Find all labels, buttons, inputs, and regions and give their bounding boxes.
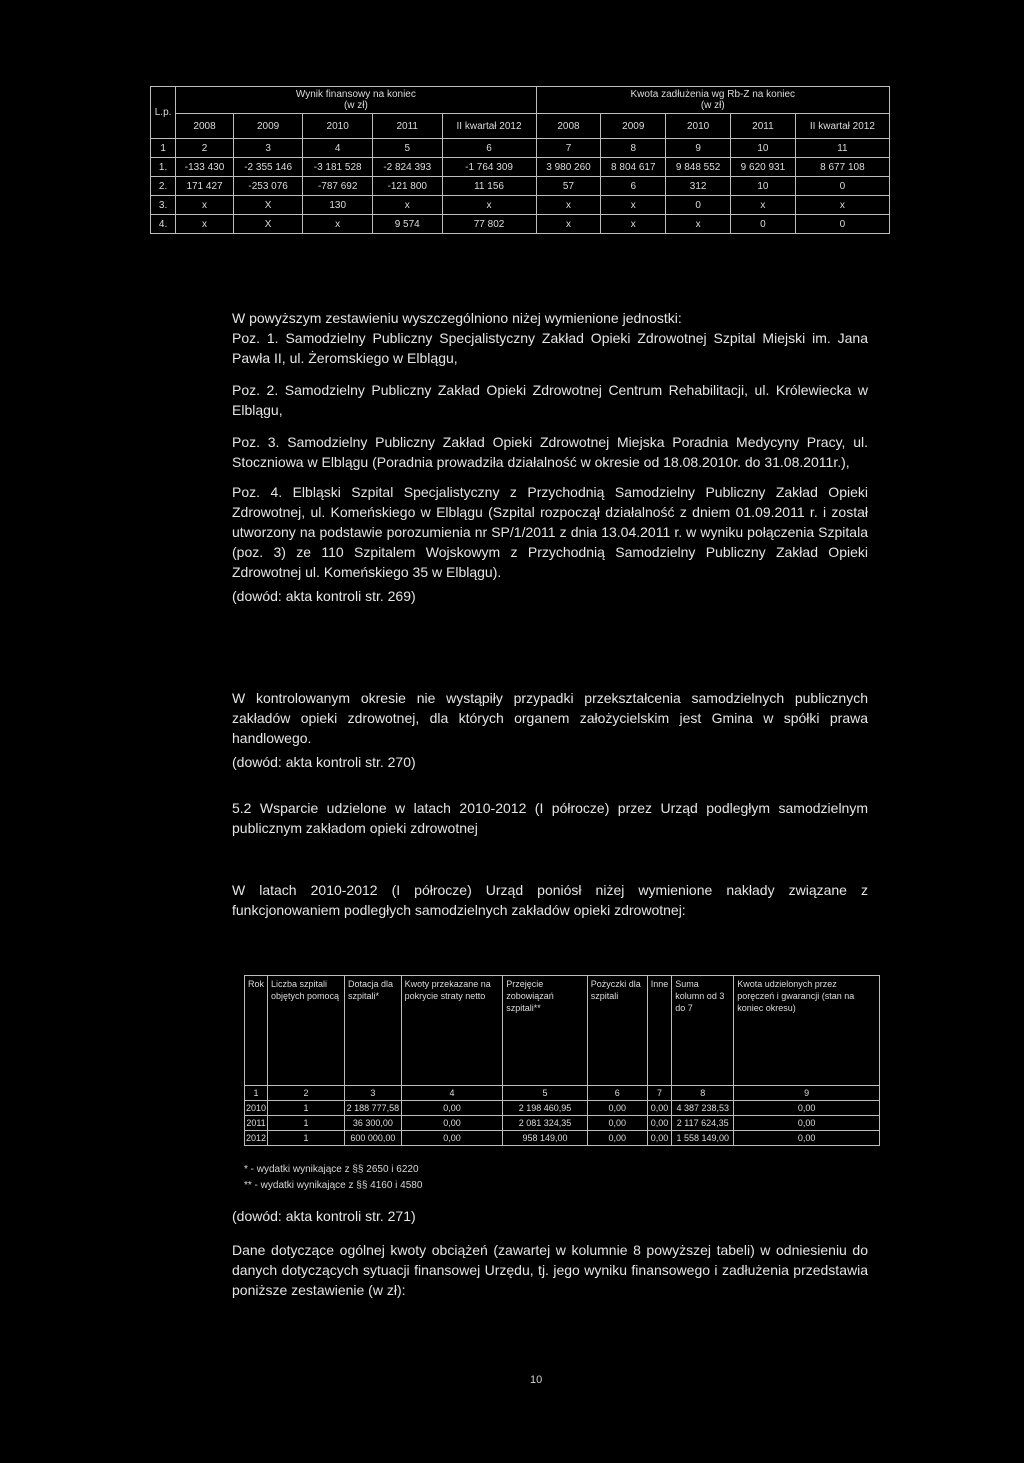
year-header: 2011 — [731, 114, 796, 139]
col-number: 6 — [442, 139, 536, 158]
cell: X — [233, 196, 303, 215]
support-table — [244, 975, 880, 1146]
cell: 2012 — [245, 1131, 268, 1146]
cell: 4 387 238,53 — [672, 1101, 734, 1116]
cell: x — [536, 215, 601, 234]
column-number-row — [151, 139, 890, 158]
table-row — [245, 1116, 880, 1131]
col-number: 2 — [176, 139, 234, 158]
header-cell: Kwota udzielonych przez poręczeń i gwarancji (stan na koniec okresu) — [734, 976, 880, 1086]
year-header: II kwartał 2012 — [795, 114, 889, 139]
cell: X — [233, 215, 303, 234]
cell: 130 — [303, 196, 373, 215]
col-number: 8 — [672, 1086, 734, 1101]
cell: -1 764 309 — [442, 158, 536, 177]
cell: -3 181 528 — [303, 158, 373, 177]
cell: 312 — [666, 177, 731, 196]
table-row — [151, 177, 890, 196]
cell: x — [303, 215, 373, 234]
units-list — [232, 308, 868, 606]
table-row — [151, 215, 890, 234]
col-number: 11 — [795, 139, 889, 158]
col-number: 4 — [401, 1086, 503, 1101]
cell: 8 804 617 — [601, 158, 666, 177]
col-number: 9 — [734, 1086, 880, 1101]
cell: 1 558 149,00 — [672, 1131, 734, 1146]
header-cell: Inne — [647, 976, 672, 1086]
cell: 600 000,00 — [345, 1131, 402, 1146]
col-number: 5 — [372, 139, 442, 158]
cell: x — [601, 196, 666, 215]
col-number: 8 — [601, 139, 666, 158]
cell: 1 — [268, 1116, 345, 1131]
cell: x — [601, 215, 666, 234]
col-number: 5 — [503, 1086, 588, 1101]
cell: 0,00 — [647, 1101, 672, 1116]
page-number: 10 — [530, 1374, 543, 1386]
section-heading-text: 5.2 Wsparcie udzielone w latach 2010-2012 (I półrocze) przez Urząd podległym samodzielnym publicznym zakładom opieki zdrowotnej — [232, 800, 868, 836]
cell: 0,00 — [587, 1131, 647, 1146]
cell: 1 — [268, 1131, 345, 1146]
cell: 1. — [151, 158, 176, 177]
paragraph-text: W latach 2010-2012 (I półrocze) Urząd poniósł niżej wymienione nakłady związane z funkcjonowaniem podległych samodzielnych zakładów opieki zdrowotnej: — [232, 882, 868, 918]
cell: 0,00 — [647, 1116, 672, 1131]
cell: 0,00 — [734, 1116, 880, 1131]
header-cell: Liczba szpitali objętych pomocą — [268, 976, 345, 1086]
column-number-row — [245, 1086, 880, 1101]
cell: 11 156 — [442, 177, 536, 196]
header-cell: Przejęcie zobowiązań szpitali** — [503, 976, 588, 1086]
cell: -2 824 393 — [372, 158, 442, 177]
paragraph-text: Dane dotyczące ogólnej kwoty obciążeń (zawartej w kolumnie 8 powyższej tabeli) w odniesieniu do danych dotyczących sytuacji finansowej Urzędu, tj. jego wyniku finansowego i zadłużenia przedstawia poniższe zestawienie (w zł): — [232, 1242, 868, 1298]
cell: 958 149,00 — [503, 1131, 588, 1146]
cell: 6 — [601, 177, 666, 196]
cell: 2. — [151, 177, 176, 196]
evidence-note: (dowód: akta kontroli str. 271) — [232, 1208, 416, 1224]
year-header: 2009 — [601, 114, 666, 139]
position-3: Poz. 3. Samodzielny Publiczny Zakład Opieki Zdrowotnej Miejska Poradnia Medycyny Pracy, ul. Stoczniowa w Elblągu (Poradnia prowadziła działalność w okresie od 18.08.2010r. do 31.08.2011r.), — [232, 434, 868, 470]
paragraph-text: W kontrolowanym okresie nie wystąpiły przypadki przekształcenia samodzielnych publicznych zakładów opieki zdrowotnej, dla których organem założycielskim jest Gmina w spółki prawa handlowego. — [232, 690, 868, 746]
col-number: 2 — [268, 1086, 345, 1101]
cell: -133 430 — [176, 158, 234, 177]
financial-result-group-header: Wynik finansowy na koniec (w zł) — [176, 87, 536, 114]
header-cell: Suma kolumn od 3 do 7 — [672, 976, 734, 1086]
debt-group-header: Kwota zadłużenia wg Rb-Z na koniec (w zł) — [536, 87, 889, 114]
col-number: 3 — [345, 1086, 402, 1101]
year-header: II kwartał 2012 — [442, 114, 536, 139]
year-header: 2011 — [372, 114, 442, 139]
position-4: Poz. 4. Elbląski Szpital Specjalistyczny z Przychodnią Samodzielny Publiczny Zakład Opieki Zdrowotnej, ul. Komeńskiego w Elblągu (Szpital rozpoczął działalność z dniem 01.09.2011 r. i został utworzony na podstawie porozumienia nr SP/1/2011 z dnia 13.04.2011 r. w wyniku połączenia Szpitala (poz. 3) ze 110 Szpitalem Wojskowym z Przychodnią Samodzielny Publiczny Zakład Opieki Zdrowotnej ul. Komeńskiego 35 w Elblągu). — [232, 484, 868, 580]
footnote: * - wydatki wynikające z §§ 2650 i 6220 — [244, 1164, 419, 1175]
col-number: 3 — [233, 139, 303, 158]
year-header: 2008 — [176, 114, 234, 139]
cell: 0,00 — [401, 1116, 503, 1131]
section-heading — [232, 798, 868, 838]
year-header: 2009 — [233, 114, 303, 139]
year-header: 2010 — [303, 114, 373, 139]
footnote: ** - wydatki wynikające z §§ 4160 i 4580 — [244, 1180, 423, 1191]
cell: 77 802 — [442, 215, 536, 234]
cell: x — [731, 196, 796, 215]
evidence-note: (dowód: akta kontroli str. 269) — [232, 588, 416, 604]
footnotes — [244, 1162, 422, 1194]
header-cell: Kwoty przekazane na pokrycie straty netto — [401, 976, 503, 1086]
transformation-paragraph — [232, 688, 868, 772]
cell: 0,00 — [734, 1101, 880, 1116]
cell: 0,00 — [647, 1131, 672, 1146]
cell: x — [176, 196, 234, 215]
final-paragraph — [232, 1206, 868, 1300]
cell: 1 — [268, 1101, 345, 1116]
header-cell: Rok — [245, 976, 268, 1086]
table-row — [151, 158, 890, 177]
cell: 9 620 931 — [731, 158, 796, 177]
cell: 0,00 — [734, 1131, 880, 1146]
cell: x — [666, 215, 731, 234]
year-header: 2008 — [536, 114, 601, 139]
cell: 0,00 — [401, 1131, 503, 1146]
cell: -253 076 — [233, 177, 303, 196]
costs-paragraph — [232, 880, 868, 920]
cell: 10 — [731, 177, 796, 196]
cell: 171 427 — [176, 177, 234, 196]
cell: x — [795, 196, 889, 215]
cell: 2 081 324,35 — [503, 1116, 588, 1131]
cell: 0 — [666, 196, 731, 215]
cell: 2 198 460,95 — [503, 1101, 588, 1116]
cell: 57 — [536, 177, 601, 196]
header-cell: Dotacja dla szpitali* — [345, 976, 402, 1086]
col-number: 6 — [587, 1086, 647, 1101]
col-number: 1 — [151, 139, 176, 158]
col-number: 4 — [303, 139, 373, 158]
table-row — [245, 1131, 880, 1146]
cell: x — [372, 196, 442, 215]
col-number: 7 — [647, 1086, 672, 1101]
table-row — [245, 1101, 880, 1116]
cell: 8 677 108 — [795, 158, 889, 177]
cell: 2010 — [245, 1101, 268, 1116]
cell: 0 — [731, 215, 796, 234]
financial-results-table — [150, 86, 890, 234]
col-number: 1 — [245, 1086, 268, 1101]
cell: 2011 — [245, 1116, 268, 1131]
evidence-note: (dowód: akta kontroli str. 270) — [232, 754, 416, 770]
cell: -121 800 — [372, 177, 442, 196]
cell: 3 980 260 — [536, 158, 601, 177]
cell: -2 355 146 — [233, 158, 303, 177]
intro-text: W powyższym zestawieniu wyszczególniono niżej wymienione jednostki: — [232, 310, 682, 326]
cell: 4. — [151, 215, 176, 234]
position-2: Poz. 2. Samodzielny Publiczny Zakład Opieki Zdrowotnej Centrum Rehabilitacji, ul. Królewiecka w Elblągu, — [232, 382, 868, 418]
cell: x — [176, 215, 234, 234]
cell: 0 — [795, 215, 889, 234]
cell: 36 300,00 — [345, 1116, 402, 1131]
cell: 0,00 — [401, 1101, 503, 1116]
cell: 0,00 — [587, 1101, 647, 1116]
cell: x — [536, 196, 601, 215]
lp-header: L.p. — [151, 87, 176, 139]
cell: 0 — [795, 177, 889, 196]
col-number: 7 — [536, 139, 601, 158]
cell: x — [442, 196, 536, 215]
cell: 9 574 — [372, 215, 442, 234]
cell: 2 117 624,35 — [672, 1116, 734, 1131]
table-row — [151, 196, 890, 215]
col-number: 10 — [731, 139, 796, 158]
year-header: 2010 — [666, 114, 731, 139]
col-number: 9 — [666, 139, 731, 158]
header-cell: Pożyczki dla szpitali — [587, 976, 647, 1086]
cell: 3. — [151, 196, 176, 215]
cell: -787 692 — [303, 177, 373, 196]
cell: 2 188 777,58 — [345, 1101, 402, 1116]
cell: 0,00 — [587, 1116, 647, 1131]
position-1: Poz. 1. Samodzielny Publiczny Specjalistyczny Zakład Opieki Zdrowotnej Szpital Miejski im. Jana Pawła II, ul. Żeromskiego w Elblągu, — [232, 330, 868, 366]
cell: 9 848 552 — [666, 158, 731, 177]
